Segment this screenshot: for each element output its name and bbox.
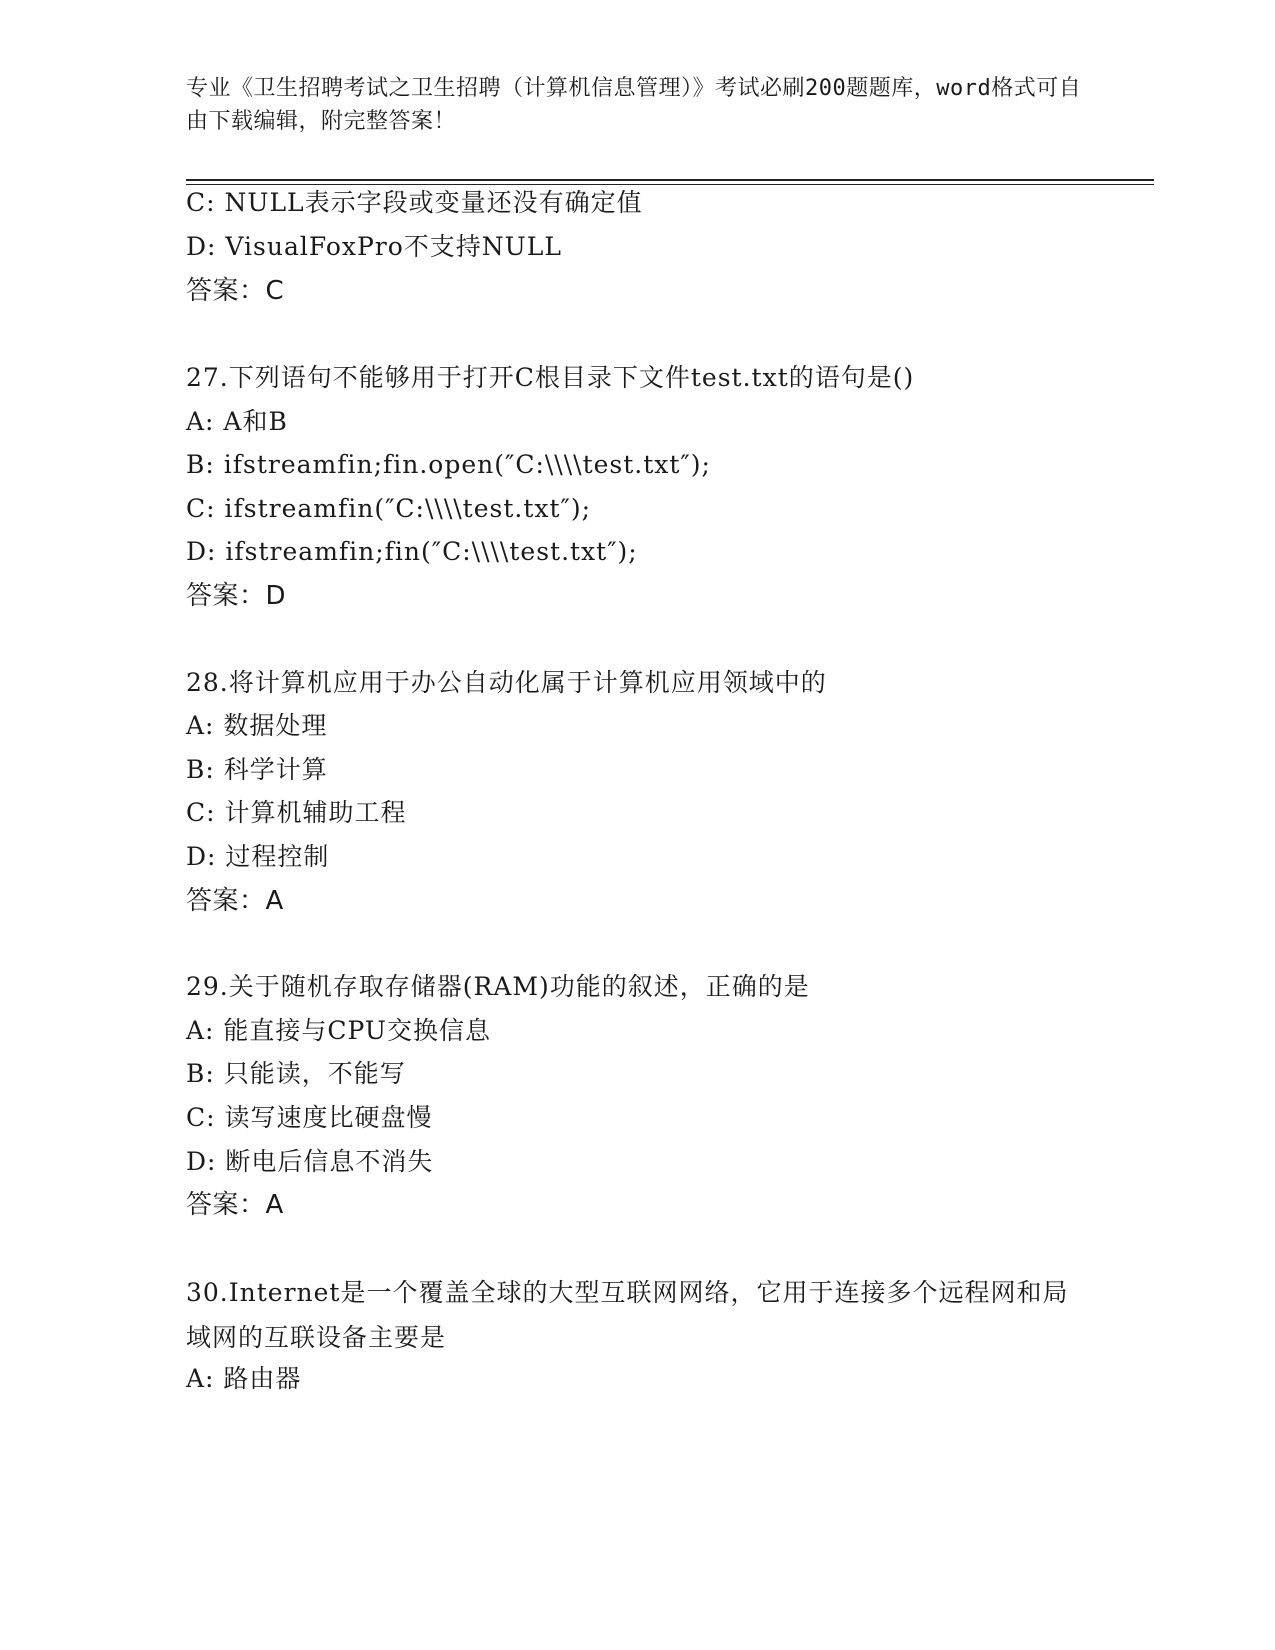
header-divider-thick	[186, 179, 1154, 181]
answer-label: 答案：C	[186, 276, 285, 306]
q29-option-c: C: 读写速度比硬盘慢	[186, 1103, 433, 1132]
q28-option-c: C: 计算机辅助工程	[186, 798, 407, 827]
q28-answer: 答案：A	[186, 886, 284, 916]
q29-answer: 答案：A	[186, 1190, 284, 1220]
q29-option-d: D: 断电后信息不消失	[186, 1147, 434, 1176]
q27-option-b: B: ifstreamfin;fin.open(″C:\\\\test.txt″);	[186, 450, 711, 479]
q27-option-a: A: A和B	[186, 407, 288, 436]
question-27: 27.下列语句不能够用于打开C根目录下文件test.txt的语句是()	[186, 363, 915, 392]
header-divider-thin	[186, 184, 1154, 185]
q28-option-a: A: 数据处理	[186, 711, 328, 740]
q30-option-a: A: 路由器	[186, 1364, 302, 1393]
question-28: 28.将计算机应用于办公自动化属于计算机应用领域中的	[186, 668, 827, 697]
q27-option-c: C: ifstreamfin(″C:\\\\test.txt″);	[186, 494, 592, 523]
q28-option-b: B: 科学计算	[186, 755, 328, 784]
question-30: 30.Internet是一个覆盖全球的大型互联网网络，它用于连接多个远程网和局域网的互联设备主要是	[186, 1278, 1069, 1352]
question-29: 29.关于随机存取存储器(RAM)功能的叙述，正确的是	[186, 972, 810, 1001]
q29-option-a: A: 能直接与CPU交换信息	[186, 1016, 492, 1045]
document-header: 专业《卫生招聘考试之卫生招聘（计算机信息管理）》考试必刷200题题库，word格式可自由下载编辑，附完整答案！	[186, 76, 1082, 134]
q29-option-b: B: 只能读，不能写	[186, 1059, 406, 1088]
q28-option-d: D: 过程控制	[186, 842, 330, 871]
q27-answer: 答案：D	[186, 581, 287, 611]
option-c: C: NULL表示字段或变量还没有确定值	[186, 188, 643, 217]
q27-option-d: D: ifstreamfin;fin(″C:\\\\test.txt″);	[186, 537, 638, 566]
option-d: D: VisualFoxPro不支持NULL	[186, 232, 562, 261]
